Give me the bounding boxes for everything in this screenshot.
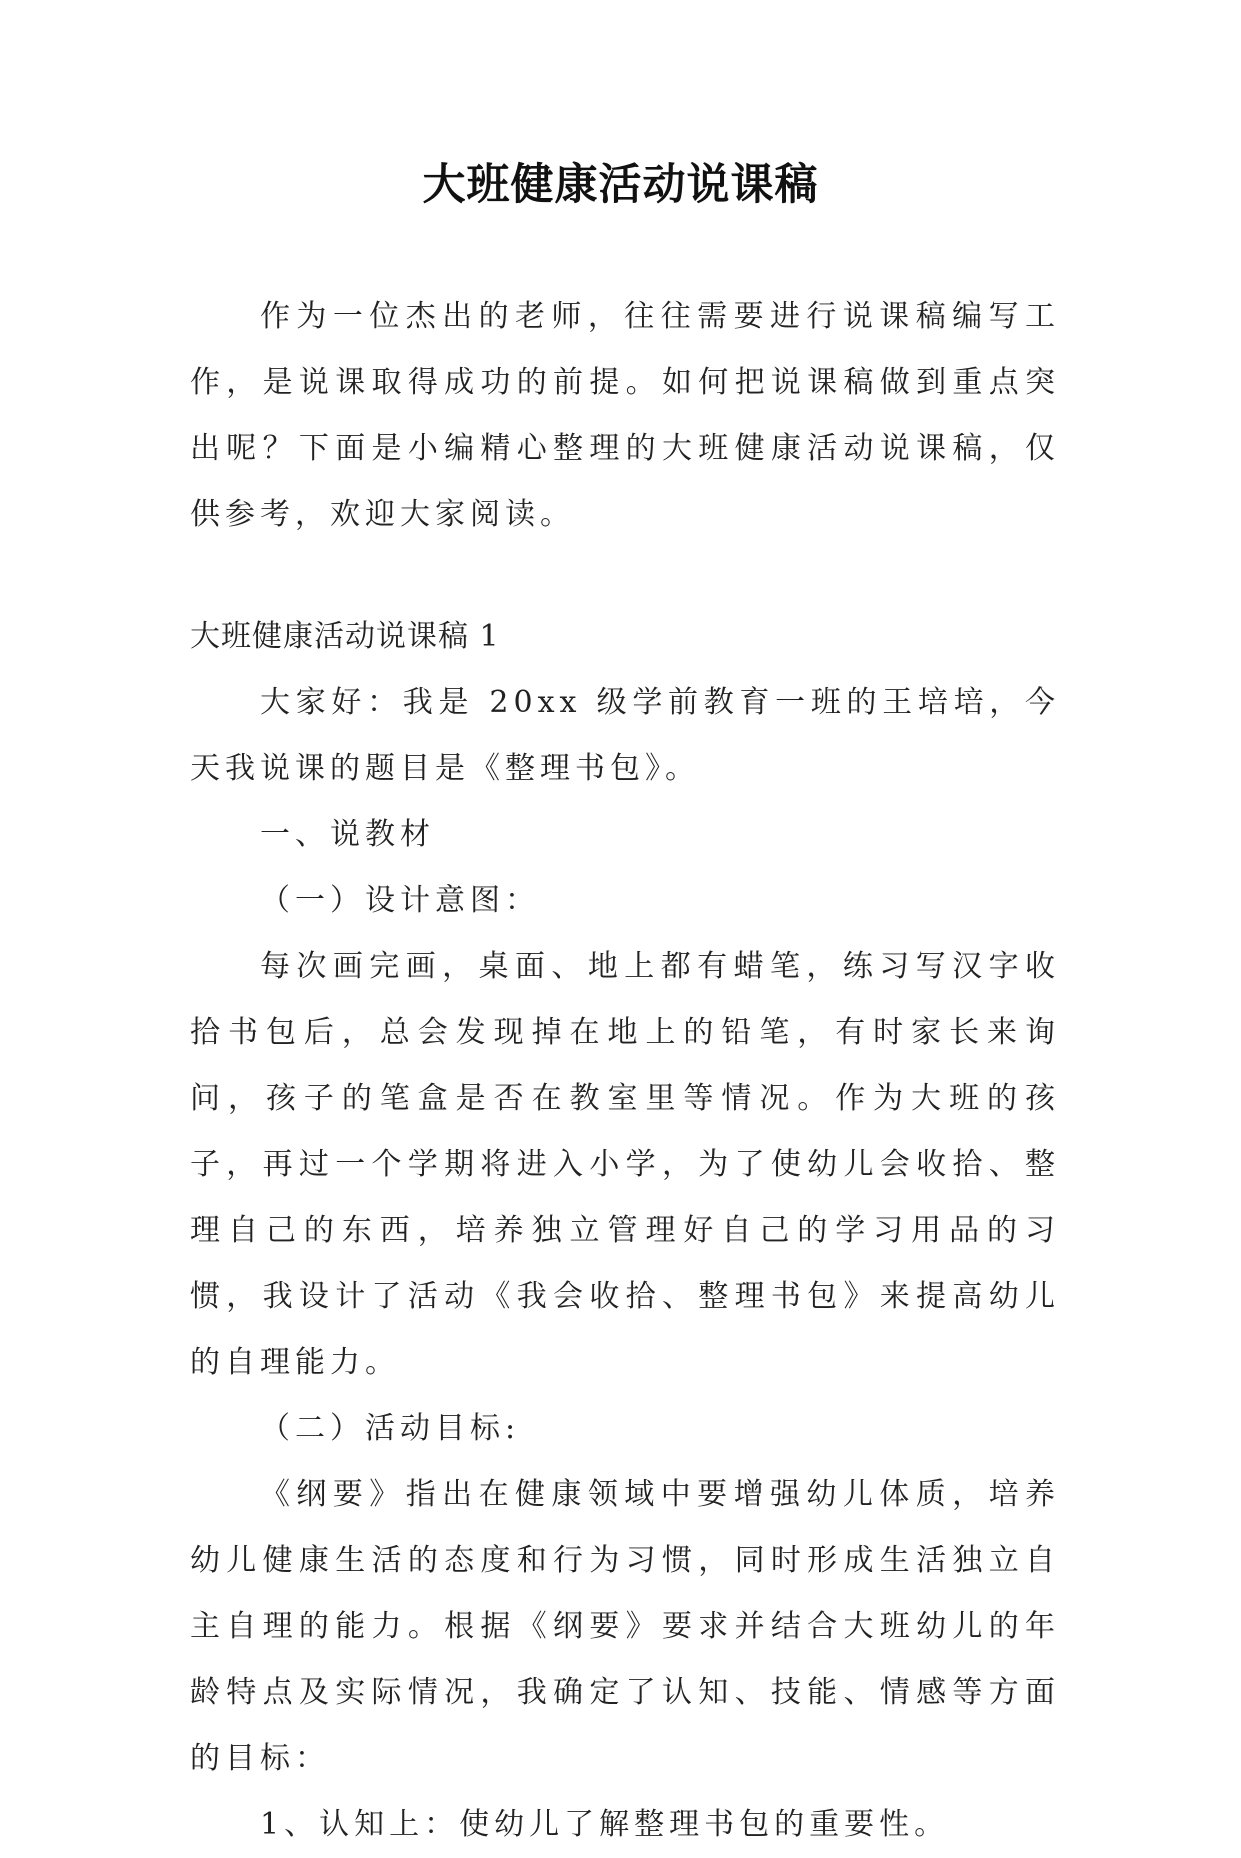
heading-activity-goals: （二）活动目标:: [260, 1411, 521, 1446]
document-body: [190, 284, 1060, 1858]
greeting-paragraph: 大家好：我是 20xx 级学前教育一班的王培培，今天我说课的题目是《整理书包》。: [190, 685, 1060, 786]
design-intent-paragraph: 每次画完画，桌面、地上都有蜡笔，练习写汉字收拾书包后，总会发现掉在地上的铅笔，有时家长来询问，孩子的笔盒是否在教室里等情况。作为大班的孩子，再过一个学期将进入小学，为了使幼儿会收拾、整理自己的东西，培养独立管理好自己的学习用品的习惯，我设计了活动《我会收拾、整理书包》来提高幼儿的自理能力。: [190, 949, 1060, 1380]
goal-item-1: 1、认知上：使幼儿了解整理书包的重要性。: [260, 1807, 950, 1842]
paragraph-gap: [190, 548, 1060, 604]
goals-paragraph: 《纲要》指出在健康领域中要增强幼儿体质，培养幼儿健康生活的态度和行为习惯，同时形成生活独立自主自理的能力。根据《纲要》要求并结合大班幼儿的年龄特点及实际情况，我确定了认知、技能、情感等方面的目标：: [190, 1477, 1060, 1776]
heading-design-intent: （一）设计意图：: [260, 883, 540, 918]
section-title: 大班健康活动说课稿 1: [190, 619, 500, 654]
document-title: 大班健康活动说课稿: [422, 160, 819, 210]
intro-paragraph: 作为一位杰出的老师，往往需要进行说课稿编写工作，是说课取得成功的前提。如何把说课稿做到重点突出呢？下面是小编精心整理的大班健康活动说课稿，仅供参考，欢迎大家阅读。: [190, 299, 1060, 532]
heading-textbook: 一、说教材: [260, 817, 435, 852]
